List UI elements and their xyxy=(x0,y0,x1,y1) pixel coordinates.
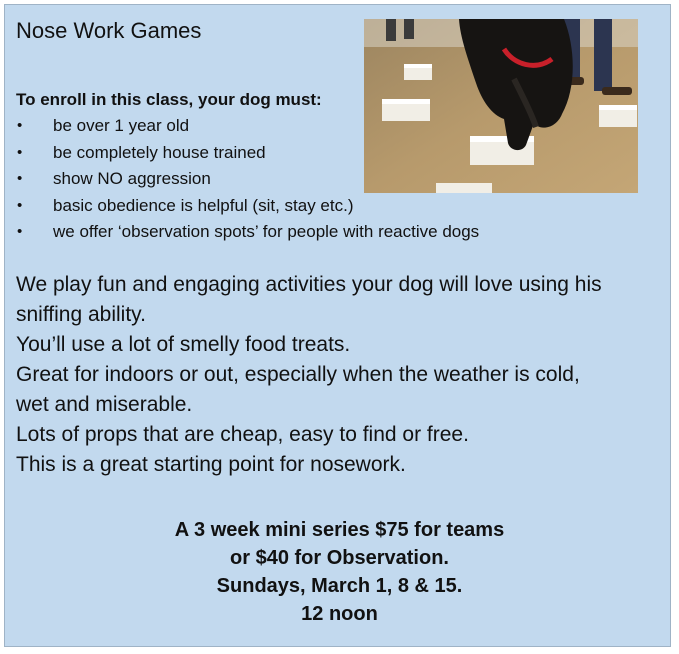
description-line: We play fun and engaging activities your dog will love using his xyxy=(16,273,602,296)
requirement-item: • we offer ‘observation spots’ for people with reactive dogs xyxy=(16,221,479,248)
schedule-line: Sundays, March 1, 8 & 15. xyxy=(216,575,463,597)
scent-box-3 xyxy=(599,105,637,127)
class-description xyxy=(16,270,666,480)
pricing-line: A 3 week mini series $75 for teams xyxy=(174,519,505,541)
description-line: Lots of props that are cheap, easy to find or free. xyxy=(16,423,469,446)
requirement-item: • be completely house trained xyxy=(16,142,479,169)
pricing-line: or $40 for Observation. xyxy=(230,547,449,569)
requirements-list xyxy=(16,115,479,248)
requirements-heading: To enroll in this class, your dog must: xyxy=(16,90,322,109)
time-line: 12 noon xyxy=(301,603,378,625)
requirement-item: • be over 1 year old xyxy=(16,115,479,142)
description-line: You’ll use a lot of smelly food treats. xyxy=(16,333,351,356)
description-line: Great for indoors or out, especially when the weather is cold, xyxy=(16,363,580,386)
description-line: This is a great starting point for nosework. xyxy=(16,453,406,476)
pricing-schedule xyxy=(0,516,679,628)
flyer-title: Nose Work Games xyxy=(16,18,202,43)
scent-box-1 xyxy=(404,64,432,80)
requirement-item: • basic obedience is helpful (sit, stay etc.) xyxy=(16,195,479,222)
requirement-item: • show NO aggression xyxy=(16,168,479,195)
description-line: sniffing ability. xyxy=(16,303,146,326)
description-line: wet and miserable. xyxy=(16,393,193,416)
